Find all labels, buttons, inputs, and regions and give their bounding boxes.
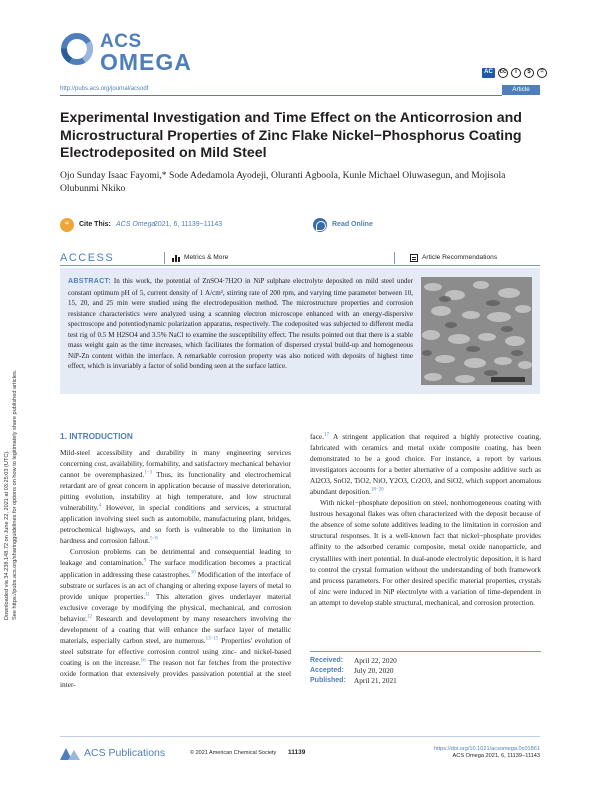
- read-online-icon[interactable]: [313, 218, 327, 232]
- page-footer: [60, 736, 540, 766]
- date-accepted: Accepted: July 20, 2020: [310, 666, 394, 675]
- sem-micrograph-image: [421, 277, 532, 385]
- citation-link[interactable]: 10: [190, 570, 196, 576]
- citation-link[interactable]: 12: [86, 614, 92, 620]
- cite-reference[interactable]: 2021, 6, 11139−11143: [154, 221, 223, 228]
- citation-link[interactable]: 16: [140, 658, 146, 664]
- by-icon[interactable]: i: [511, 68, 521, 78]
- read-online-link[interactable]: Read Online: [332, 221, 373, 228]
- body-column-left: [60, 447, 291, 690]
- author-choice-icon[interactable]: AC: [482, 68, 495, 78]
- journal-url-bar: [60, 86, 540, 96]
- nc-icon[interactable]: $: [524, 68, 534, 78]
- paragraph: Corrosion problems can be detrimental and consequential leading to leakage and contamination.$^9$ The surface modification becomes a practical application in addressing these catastrophes.$^{10}$ Modification of the interface of substrate or surfaces is an act of changing or altering expose layers of metal to provide unique properties.$^{11}$ This alteration gives underlayer material exclusive coverage by modifying the physical, mechanical, and corrosion behavior.$^{12}$ Research and development by many researchers involving the development of a coating that will enhance the surface layer of metallic materials, especially carbon steel, are numerous.$^{13-15}$ Properties' evolution of steel substrate for effective corrosion control using zinc- and nickel-based coating is on the increase.$^{16}$ The reason not far fetches from the protective oxide formation that extensively provides passivation potential at the steel inter-: [60, 547, 292, 689]
- access-separator: [164, 252, 165, 264]
- citation-link[interactable]: 13−15: [205, 636, 219, 642]
- abstract-box: [60, 268, 540, 394]
- doi-block: [434, 746, 540, 760]
- abstract-body: In this work, the potential of ZnSO4·7H2O in NiP sulphate electrolyte deposited on mild steel under constant optimum pH of 5, current density of 1 A/cm², stirring rate of 200 rpm, and varying time parameter between 10, 15, 20, and 25 min were studied using the electrodeposition method. The microstructure properties and corrosion resistance characteristics were analyzed using a scanning electron microscope enhanced with an energy-dispersive spectroscope and potentiodynamic polarization apparatus, respectively. The codeposited was subjected to different media test rig of 0.5 M H2SO4 and 3.5% NaCl to examine the susceptibility effect. The results pointed out that there is a stable mass weight gain as the time increases, which facilitates the formation of dispersed crystal build-up and homogeneous NiP-Zn content within the interface. A remarkable corrosion property was also noticed with deposits of highest time effect, which is invariably a factor of solid bonding seen at the surface lattice.: [68, 277, 413, 370]
- access-separator: [394, 252, 395, 264]
- acs-omega-ring-icon: [60, 32, 94, 66]
- download-note-line2: See https://pubs.acs.org/sharingguidelines for options on how to legitimately share published articles.: [12, 369, 18, 620]
- cite-bar: [60, 218, 540, 234]
- page-number: 11139: [288, 749, 306, 756]
- citation-link[interactable]: 11: [145, 592, 151, 598]
- article-title: Experimental Investigation and Time Effect on the Anticorrosion and Microstructural Properties of Zinc Flake Nickel−Phosphorus Coating Electrodeposited on Mild Steel: [60, 110, 522, 161]
- access-rule: [60, 265, 540, 266]
- document-list-icon[interactable]: [410, 254, 418, 262]
- download-note: [2, 240, 28, 620]
- paragraph: With nickel−phosphate deposition on steel, nonhomogeneous coating with lustrous hexagonal flakes was often characterized with the deposit because of the absence of some solute additives leading to the limitation in corrosion and structural responses. It is a well-known fact that nickel−phosphate provides affinity to the adsorbed ceramic composite, metal oxide nanoparticle, and crystallites with inert potential. In dual-anode electrolytic deposition, it is hard to control the crystal formation without the understanding of both framework and process parameters. For other desired specific material properties, crystals of zinc were induced in NiP electrolyte with a variation of time-dependent in an attempt to develop stable structural, mechanical, and corrosion protection.: [310, 498, 541, 607]
- copyright-notice: © 2021 American Chemical Society: [190, 750, 277, 756]
- citation-link[interactable]: 5−8: [149, 536, 158, 542]
- cc-icon[interactable]: cc: [498, 68, 508, 78]
- paragraph: Mild-steel accessibility and durability in many engineering services concerning cost, availability, formability, and satisfactory mechanical behavior cannot be overemphasized.$^{1-3}$ Thus, its functionality and electrochemical retardant are of great concern in application because of massive deterioration, pitting evolution, instability at high temperature, and low structural vulnerability.$^4$ However, in special conditions and services, a structural application involving steel such as automobile, manufacturing plant, bridges, petrochemical highways, and so forth is vulnerable to the limitation in hardness and corrosion fallout.$^{5-8}$: [60, 448, 292, 546]
- cite-journal[interactable]: ACS Omega: [116, 221, 156, 228]
- abstract-heading: ABSTRACT:: [68, 278, 112, 285]
- footer-citation: ACS Omega 2021, 6, 11139−11143: [452, 753, 540, 759]
- footer-rule: [60, 736, 540, 737]
- quote-icon[interactable]: “: [60, 218, 74, 232]
- citation-link[interactable]: 17: [323, 432, 329, 438]
- header-rule: [60, 95, 502, 96]
- article-type-tag: Article: [502, 85, 540, 95]
- publisher-name[interactable]: ACS Publications: [84, 747, 166, 759]
- citation-link[interactable]: 4: [98, 503, 102, 509]
- license-icons: [482, 68, 547, 78]
- metrics-link[interactable]: Metrics & More: [184, 254, 229, 261]
- recommendations-link[interactable]: Article Recommendations: [422, 254, 498, 261]
- citation-link[interactable]: 9: [143, 559, 147, 565]
- logo-acs-text: ACS: [100, 31, 142, 52]
- nd-icon[interactable]: =: [537, 68, 547, 78]
- cite-label: Cite This:: [79, 221, 111, 228]
- doi-link[interactable]: https://doi.org/10.1021/acsomega.0c01861: [433, 746, 540, 752]
- body-column-right: [310, 431, 541, 608]
- section-heading-introduction: 1. INTRODUCTION: [60, 431, 133, 441]
- access-label: ACCESS: [60, 252, 115, 264]
- citation-link[interactable]: 1−3: [144, 470, 153, 476]
- abstract-text: [68, 276, 413, 372]
- citation-link[interactable]: 18−20: [370, 487, 384, 493]
- date-received: Received: April 22, 2020: [310, 656, 397, 665]
- download-note-line1: Downloaded via 34.238.148.72 on June 22, 2021 at 03:25:03 (UTC).: [4, 450, 10, 620]
- paragraph: face.$^{17}$ A stringent application that required a highly protective coating, fabricated with ceramics and metal oxide composite coating, has been demonstrated to be a good choice. For instance, a report by various investigators accounts for a better alternative of a composite additive such as Al2O3, SnO2, TiO2, NiO, Y2O3, Cr2O3, and SiO2, which support anomalous abundant deposition.$^{18-20}$: [310, 432, 541, 497]
- bar-chart-icon[interactable]: [172, 254, 180, 262]
- access-bar: [60, 252, 540, 265]
- acs-publications-logo-icon: [60, 746, 80, 760]
- journal-logo[interactable]: [60, 28, 210, 74]
- date-published: Published: April 21, 2021: [310, 676, 397, 685]
- journal-url-link[interactable]: http://pubs.acs.org/journal/acsodf: [60, 86, 149, 92]
- article-dates: [310, 651, 541, 686]
- logo-omega-text: OMEGA: [100, 49, 192, 75]
- author-list[interactable]: Ojo Sunday Isaac Fayomi,* Sode Adedamola Ayodeji, Oluranti Agboola, Kunle Michael Oluwasegun, and Mojisola Olubunmi Nkiko: [60, 170, 506, 194]
